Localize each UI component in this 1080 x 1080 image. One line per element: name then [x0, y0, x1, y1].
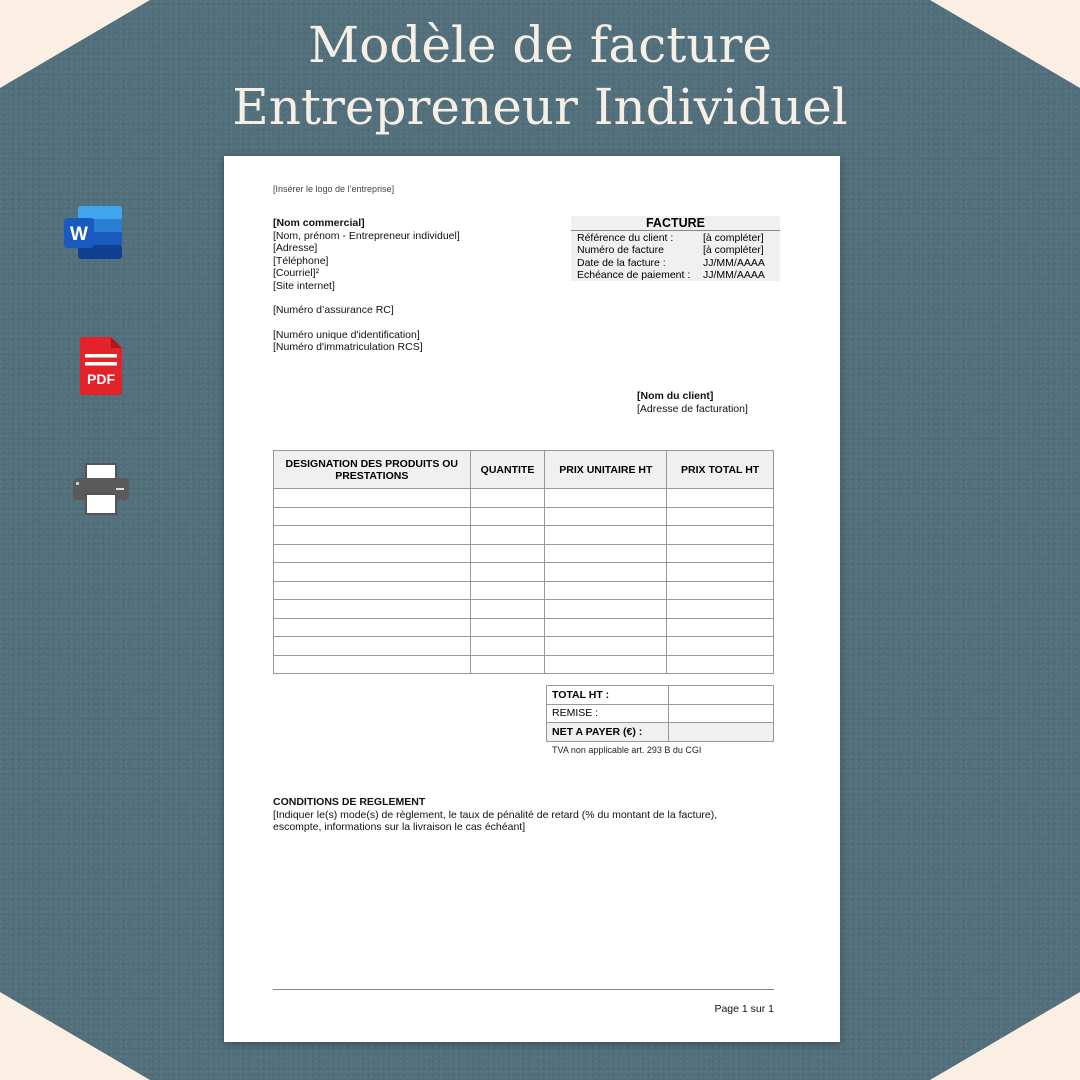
table-cell[interactable]: [667, 563, 774, 582]
totals-table: [546, 685, 774, 742]
company-owner: [Nom, prénom - Entrepreneur individuel]: [273, 229, 460, 242]
table-cell[interactable]: [667, 618, 774, 637]
table-cell[interactable]: [274, 618, 471, 637]
table-cell[interactable]: [545, 618, 667, 637]
word-icon[interactable]: [64, 206, 124, 260]
table-cell[interactable]: [545, 563, 667, 582]
net-value[interactable]: [669, 723, 774, 742]
table-cell[interactable]: [274, 526, 471, 545]
col-quantite: QUANTITE: [470, 451, 545, 489]
invoice-date-value: JJ/MM/AAAA: [703, 256, 765, 269]
table-row: [274, 544, 774, 563]
col-prix-unitaire: PRIX UNITAIRE HT: [545, 451, 667, 489]
remise-value[interactable]: [669, 704, 774, 723]
table-cell[interactable]: [274, 655, 471, 674]
table-cell[interactable]: [545, 507, 667, 526]
logo-placeholder: [Insérer le logo de l’entreprise]: [273, 184, 395, 194]
total-ht-value[interactable]: [669, 686, 774, 705]
table-cell[interactable]: [274, 637, 471, 656]
table-cell[interactable]: [667, 581, 774, 600]
table-cell[interactable]: [545, 655, 667, 674]
invoice-date-label: Date de la facture :: [577, 256, 666, 269]
table-cell[interactable]: [470, 655, 545, 674]
word-letter: W: [70, 224, 88, 245]
remise-row: [547, 704, 774, 723]
conditions-line-2: escompte, informations sur la livraison le cas échéant]: [273, 821, 526, 833]
table-cell[interactable]: [470, 489, 545, 508]
company-phone: [Téléphone]: [273, 254, 329, 267]
company-email: [Courriel]²: [273, 267, 320, 279]
title-line-1: Modèle de facture: [308, 16, 772, 74]
client-name: [Nom du client]: [637, 390, 714, 402]
company-address: [Adresse]: [273, 242, 318, 254]
table-cell[interactable]: [545, 600, 667, 619]
table-row: [274, 618, 774, 637]
items-table: [273, 450, 774, 674]
invoice-number-label: Numéro de facture: [577, 244, 664, 257]
table-cell[interactable]: [667, 489, 774, 508]
table-row: [274, 507, 774, 526]
invoice-ref-label: Référence du client :: [577, 232, 674, 244]
table-cell[interactable]: [470, 637, 545, 656]
page-title: [0, 14, 1080, 138]
remise-label: REMISE :: [547, 704, 669, 723]
table-cell[interactable]: [545, 526, 667, 545]
company-rcs: [Numéro d'immatriculation RCS]: [273, 341, 423, 353]
table-cell[interactable]: [545, 544, 667, 563]
table-cell[interactable]: [545, 489, 667, 508]
table-row: [274, 526, 774, 545]
company-siren: [Numéro unique d'identification]: [273, 328, 420, 341]
conditions-line-1: [Indiquer le(s) mode(s) de règlement, le taux de pénalité de retard (% du montant de la facture),: [273, 808, 718, 821]
table-cell[interactable]: [667, 507, 774, 526]
table-cell[interactable]: [274, 600, 471, 619]
table-cell[interactable]: [545, 581, 667, 600]
company-insurance: [Numéro d’assurance RC]: [273, 304, 394, 316]
table-cell[interactable]: [667, 655, 774, 674]
table-cell[interactable]: [274, 563, 471, 582]
table-row: [274, 581, 774, 600]
pdf-label: PDF: [87, 371, 115, 387]
table-row: [274, 637, 774, 656]
table-cell[interactable]: [470, 526, 545, 545]
net-row: [547, 723, 774, 742]
invoice-heading: FACTURE: [571, 216, 780, 231]
invoice-due-label: Echéance de paiement :: [577, 268, 691, 281]
title-line-2: Entrepreneur Individuel: [232, 78, 848, 136]
total-ht-label: TOTAL HT :: [547, 686, 669, 705]
table-cell[interactable]: [274, 581, 471, 600]
company-website: [Site internet]: [273, 279, 335, 292]
table-cell[interactable]: [470, 507, 545, 526]
table-row: [274, 489, 774, 508]
col-designation: DESIGNATION DES PRODUITS OU PRESTATIONS: [274, 451, 471, 489]
table-row: [274, 655, 774, 674]
table-cell[interactable]: [667, 526, 774, 545]
invoice-document: [224, 156, 840, 1042]
invoice-number-value: [à compléter]: [703, 244, 764, 257]
invoice-info-box: [571, 216, 780, 281]
total-ht-row: [547, 686, 774, 705]
col-prix-total: PRIX TOTAL HT: [667, 451, 774, 489]
table-cell[interactable]: [470, 600, 545, 619]
table-cell[interactable]: [667, 637, 774, 656]
printer-icon[interactable]: [72, 462, 130, 516]
table-cell[interactable]: [667, 600, 774, 619]
table-cell[interactable]: [274, 489, 471, 508]
tva-note: TVA non applicable art. 293 B du CGI: [552, 745, 702, 755]
table-cell[interactable]: [470, 563, 545, 582]
company-name: [Nom commercial]: [273, 217, 365, 229]
footer-divider: [273, 989, 774, 990]
table-cell[interactable]: [545, 637, 667, 656]
corner-decoration: [0, 992, 150, 1080]
items-header-row: [274, 451, 774, 489]
net-label: NET A PAYER (€) :: [547, 723, 669, 742]
table-cell[interactable]: [274, 507, 471, 526]
table-row: [274, 563, 774, 582]
table-row: [274, 600, 774, 619]
table-cell[interactable]: [667, 544, 774, 563]
invoice-due-value: JJ/MM/AAAA: [703, 268, 765, 281]
page-number: Page 1 sur 1: [714, 1003, 774, 1015]
pdf-icon[interactable]: [80, 337, 122, 395]
table-cell[interactable]: [470, 544, 545, 563]
table-cell[interactable]: [470, 581, 545, 600]
corner-decoration: [930, 992, 1080, 1080]
table-cell[interactable]: [274, 544, 471, 563]
invoice-ref-value: [à compléter]: [703, 232, 764, 244]
conditions-heading: CONDITIONS DE REGLEMENT: [273, 796, 426, 808]
client-billing-address: [Adresse de facturation]: [637, 402, 748, 415]
table-cell[interactable]: [470, 618, 545, 637]
